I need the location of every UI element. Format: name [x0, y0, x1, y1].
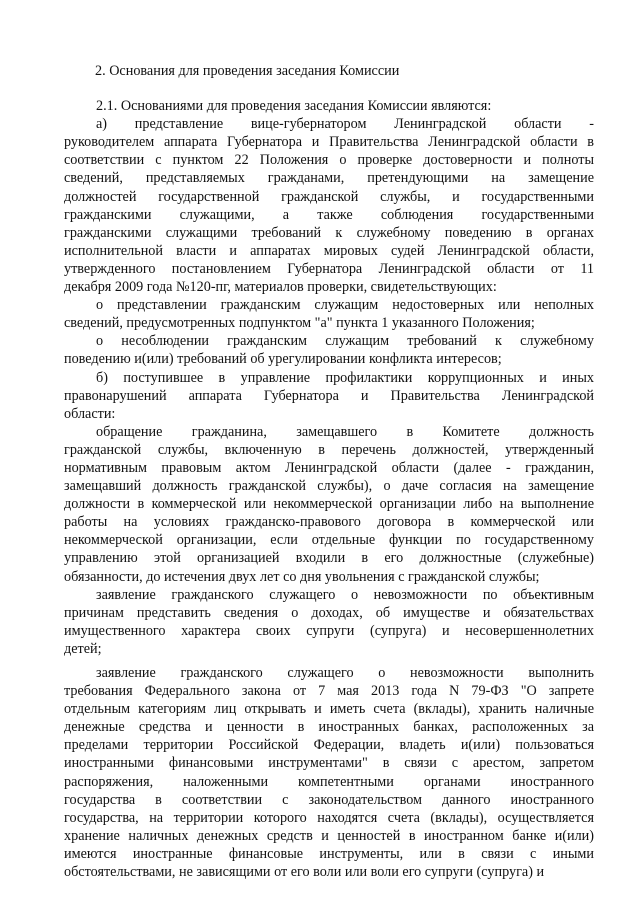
text-line: детей; [64, 640, 102, 657]
document-body [64, 97, 594, 881]
text-line: обращение гражданина, замещавшего в Комитете должность [96, 423, 594, 440]
text-line: области: [64, 405, 116, 422]
text-line: должности в коммерческой или некоммерческой организации либо на выполнение [64, 496, 594, 513]
text-line: управлению этой организацией входили в его должностные (служебные) [64, 550, 594, 567]
text-line: денежные средства и ценности в иностранных банках, расположенных за [64, 719, 594, 736]
text-line: гражданскими служащими требований к служебному поведению в органах [64, 224, 594, 241]
text-line: государства в соответствии с законодательством данного иностранного [64, 791, 594, 808]
text-line: имущественного характера своих супруги (супруга) и несовершеннолетних [64, 622, 594, 639]
text-line: некоммерческой организации, если отдельные функции по государственному [64, 532, 594, 549]
text-line: сведений, предусмотренных подпунктом "а" пункта 1 указанного Положения; [64, 315, 535, 332]
text-line: б) поступившее в управление профилактики коррупционных и иных [96, 369, 594, 386]
text-line: иностранными финансовыми инструментами" в связи с арестом, запретом [64, 755, 594, 772]
text-line: поведению и(или) требований об урегулировании конфликта интересов; [64, 351, 502, 368]
text-line: заявление гражданского служащего о невозможности по объективным [96, 586, 594, 603]
text-line: имеются иностранные финансовые инструменты, или в связи с иными [64, 845, 594, 862]
text-line: соответствии с пунктом 22 Положения о проверке достоверности и полноты [64, 152, 594, 169]
text-line: государства, на территории которого находятся счета (вклады), осуществляется [64, 809, 594, 826]
text-line: обстоятельствами, не зависящими от его воли или воли его супруги (супруга) и [64, 864, 545, 881]
text-line: сведений, представляемых гражданами, претендующими на замещение [64, 170, 594, 187]
text-line: а) представление вице-губернатором Ленинградской области - [96, 116, 594, 133]
paragraph-p-b [64, 369, 594, 423]
text-line: замещавший должность гражданской службы), о даче согласия на замещение [64, 478, 594, 495]
text-line: заявление гражданского служащего о невозможности выполнить [96, 665, 594, 681]
paragraph-p-b-1 [64, 423, 594, 586]
paragraph-p-a-1 [64, 296, 594, 332]
text-line: обязанности, до истечения двух лет со дня увольнения с гражданской службы; [64, 568, 540, 585]
paragraph-p-b-2 [64, 586, 594, 658]
text-line: исполнительной власти и аппаратах мировых судей Ленинградской области, [64, 242, 594, 259]
text-line: распоряжения, наложенными компетентными органами иностранного [64, 773, 594, 790]
text-line: декабря 2009 года №120-пг, материалов проверки, свидетельствующих: [64, 279, 497, 296]
text-line: отдельным категориям лиц открывать и иметь счета (вклады), хранить наличные [64, 701, 594, 718]
text-line: должностей государственной гражданской службы, и государственными [64, 188, 594, 205]
text-line: утвержденного постановлением Губернатора Ленинградской области от 11 [64, 260, 594, 277]
text-line: нормативным правовым актом Ленинградской области (далее - гражданин, [64, 459, 594, 476]
text-line: о несоблюдении гражданским служащим требований к служебному [96, 333, 594, 350]
text-line: хранение наличных денежных средств и ценностей в иностранном банке и(или) [64, 827, 594, 844]
text-line: причинам представить сведения о доходах, об имуществе и обязательствах [64, 604, 594, 621]
paragraph-p-b-3 [64, 664, 594, 881]
text-line: работы на условиях гражданско-правового договора в коммерческой или [64, 514, 594, 531]
text-line: 2.1. Основаниями для проведения заседания Комиссии являются: [96, 98, 492, 115]
paragraph-p-a-2 [64, 332, 594, 368]
text-line: о представлении гражданским служащим недостоверных или неполных [96, 297, 594, 314]
section-heading: 2. Основания для проведения заседания Комиссии [95, 63, 400, 79]
paragraph-p-a [64, 115, 594, 296]
paragraph-p-2-1 [96, 97, 594, 115]
text-line: гражданскими служащими, а также соблюдения государственными [64, 206, 594, 223]
text-line: пределами территории Российской Федерации, владеть и(или) пользоваться [64, 737, 594, 754]
document-page [64, 62, 594, 881]
text-line: гражданской службы, включенную в перечень должностей, утвержденный [64, 441, 594, 458]
text-line: требования Федерального закона от 7 мая 2013 года N 79-ФЗ "О запрете [64, 683, 594, 700]
text-line: правонарушений аппарата Губернатора и Правительства Ленинградской [64, 387, 594, 404]
text-line: руководителем аппарата Губернатора и Правительства Ленинградской области в [64, 134, 594, 151]
